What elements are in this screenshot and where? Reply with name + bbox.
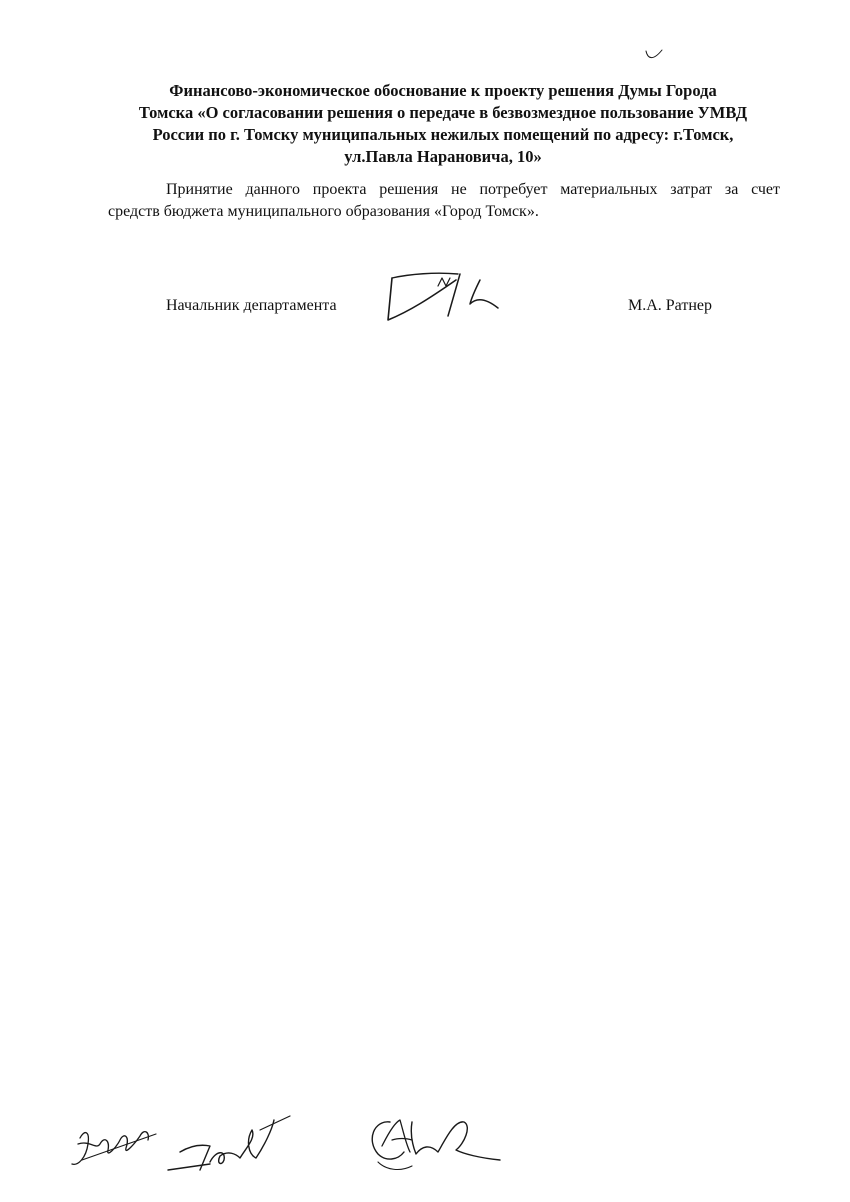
document-title: [108, 80, 778, 168]
title-line-4: ул.Павла Нарановича, 10»: [344, 147, 542, 166]
title-line-1: Финансово-экономическое обоснование к проекту решения Думы Города: [169, 81, 717, 100]
handwritten-signature: [380, 266, 510, 326]
signatory-name: М.А. Ратнер: [628, 297, 713, 314]
check-mark: [640, 46, 670, 66]
body-line-2: средств бюджета муниципального образования «Город Томск».: [108, 203, 539, 220]
approval-signatures: [60, 1100, 510, 1190]
title-line-2: Томска «О согласовании решения о передаче в безвозмездное пользование УМВД: [138, 103, 748, 122]
body-paragraph: [108, 179, 780, 223]
title-line-3: России по г. Томску муниципальных нежилых помещений по адресу: г.Томск,: [152, 125, 734, 144]
body-line-1: Принятие данного проекта решения не потребует материальных затрат за счет: [166, 181, 780, 198]
signatory-position: Начальник департамента: [166, 297, 337, 314]
